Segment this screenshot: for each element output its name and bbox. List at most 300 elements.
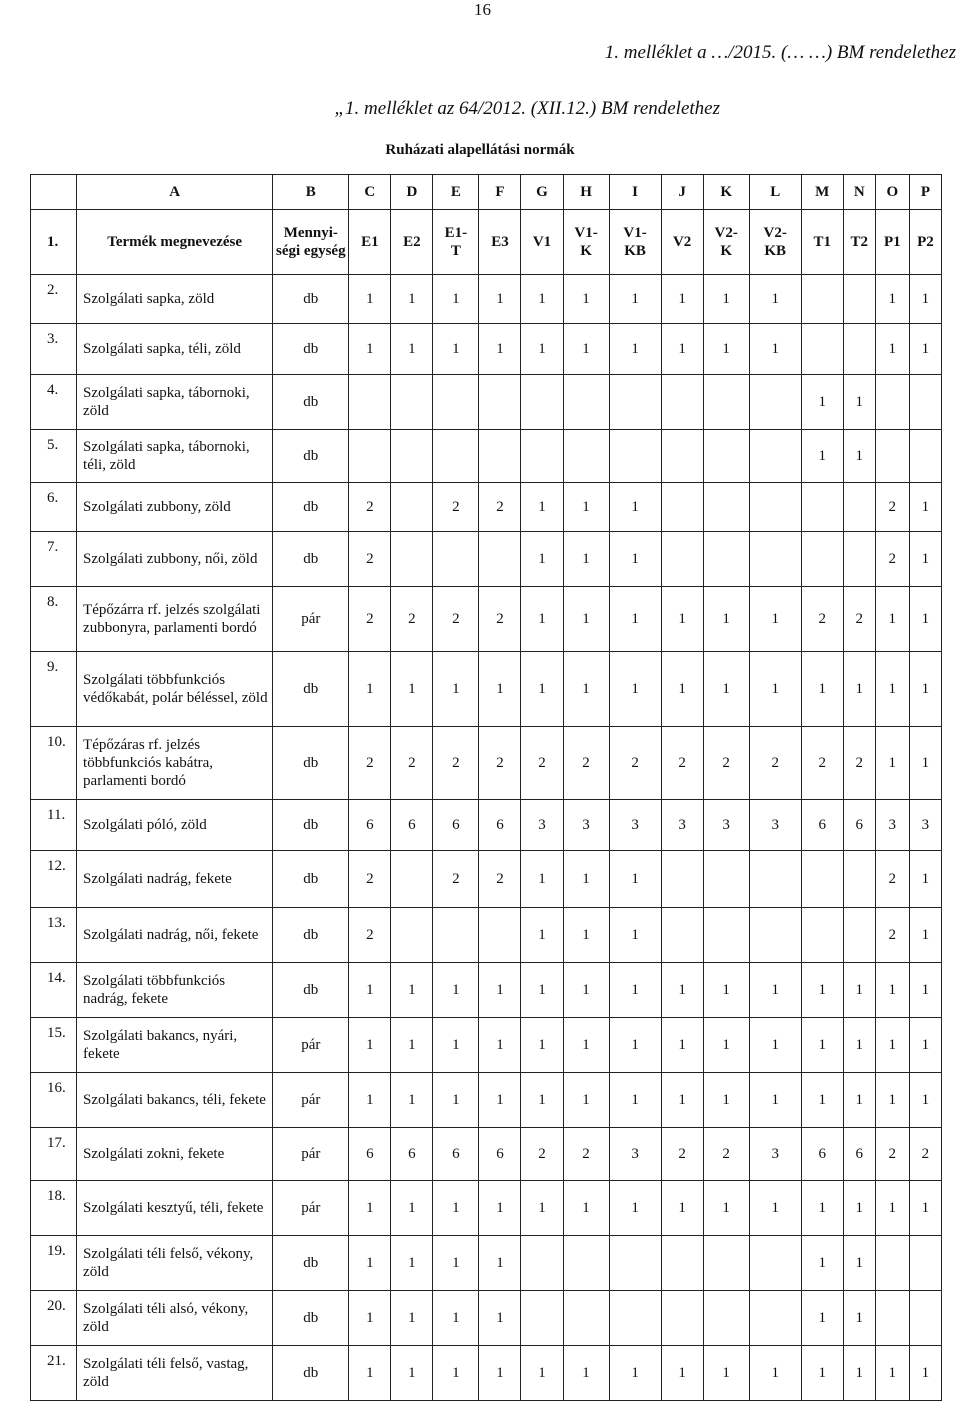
- quantity-cell: 1: [661, 1346, 703, 1401]
- quantity-cell: 1: [433, 1236, 479, 1291]
- quantity-cell: 6: [843, 800, 875, 851]
- quantity-cell: 1: [703, 1073, 749, 1128]
- column-letter: K: [703, 175, 749, 210]
- quantity-cell: 1: [875, 587, 909, 652]
- table-row: [31, 483, 942, 532]
- quantity-cell: 1: [433, 963, 479, 1018]
- quantity-cell: 2: [349, 587, 391, 652]
- quantity-cell: [703, 1236, 749, 1291]
- unit-cell: db: [273, 800, 349, 851]
- quantity-cell: 3: [749, 1128, 801, 1181]
- quantity-cell: 2: [433, 483, 479, 532]
- unit-cell: db: [273, 532, 349, 587]
- quantity-cell: [563, 1291, 609, 1346]
- quantity-cell: 1: [875, 275, 909, 324]
- quantity-cell: 6: [433, 800, 479, 851]
- quantity-cell: 6: [433, 1128, 479, 1181]
- quantity-cell: [703, 483, 749, 532]
- quantity-cell: 2: [661, 727, 703, 800]
- quantity-cell: 1: [521, 1181, 563, 1236]
- quantity-cell: 3: [909, 800, 941, 851]
- column-letter: B: [273, 175, 349, 210]
- quantity-cell: 1: [801, 652, 843, 727]
- quantity-cell: 1: [391, 1181, 433, 1236]
- column-header: V2- K: [703, 210, 749, 275]
- quantity-cell: 1: [609, 587, 661, 652]
- quantity-cell: 2: [479, 483, 521, 532]
- quantity-cell: 1: [875, 963, 909, 1018]
- quantity-cell: 2: [843, 587, 875, 652]
- table-row: [31, 1346, 942, 1401]
- quantity-cell: 1: [609, 851, 661, 908]
- clothing-norms-table: [30, 174, 942, 1401]
- quantity-cell: 1: [875, 727, 909, 800]
- product-name: Szolgálati sapka, tábornoki, zöld: [77, 375, 273, 430]
- quantity-cell: 6: [843, 1128, 875, 1181]
- quantity-cell: 6: [349, 800, 391, 851]
- quantity-cell: 1: [479, 1236, 521, 1291]
- quantity-cell: [391, 532, 433, 587]
- product-name: Szolgálati nadrág, fekete: [77, 851, 273, 908]
- product-name: Szolgálati többfunkciós nadrág, fekete: [77, 963, 273, 1018]
- quantity-cell: 1: [661, 1073, 703, 1128]
- quantity-cell: 1: [875, 652, 909, 727]
- quantity-cell: 1: [433, 275, 479, 324]
- quantity-cell: 1: [349, 1073, 391, 1128]
- unit-cell: db: [273, 1236, 349, 1291]
- quantity-cell: 2: [749, 727, 801, 800]
- column-letter: M: [801, 175, 843, 210]
- quantity-cell: [563, 1236, 609, 1291]
- quantity-cell: [749, 1236, 801, 1291]
- quantity-cell: 1: [909, 587, 941, 652]
- quantity-cell: 2: [349, 727, 391, 800]
- quantity-cell: 1: [843, 652, 875, 727]
- product-name: Szolgálati sapka, zöld: [77, 275, 273, 324]
- product-name: Szolgálati bakancs, téli, fekete: [77, 1073, 273, 1128]
- quantity-cell: [661, 532, 703, 587]
- quantity-cell: [909, 1236, 941, 1291]
- quantity-cell: 1: [563, 275, 609, 324]
- quantity-cell: 1: [703, 652, 749, 727]
- quantity-cell: [703, 908, 749, 963]
- quantity-cell: 1: [479, 652, 521, 727]
- column-header: T1: [801, 210, 843, 275]
- quantity-cell: [661, 851, 703, 908]
- quantity-cell: 1: [909, 963, 941, 1018]
- column-header: V1- K: [563, 210, 609, 275]
- quantity-cell: 1: [391, 1073, 433, 1128]
- quantity-cell: 1: [909, 727, 941, 800]
- quantity-cell: 1: [909, 1018, 941, 1073]
- column-header: P1: [875, 210, 909, 275]
- quantity-cell: [749, 483, 801, 532]
- product-name: Szolgálati sapka, tábornoki, téli, zöld: [77, 430, 273, 483]
- row-number: 12.: [31, 851, 77, 908]
- quantity-cell: [703, 851, 749, 908]
- table-row: [31, 652, 942, 727]
- table-row: [31, 1236, 942, 1291]
- quantity-cell: 1: [661, 587, 703, 652]
- quantity-cell: 1: [609, 1073, 661, 1128]
- quantity-cell: [521, 1236, 563, 1291]
- table-row: [31, 800, 942, 851]
- quantity-cell: 1: [801, 963, 843, 1018]
- quantity-cell: 3: [521, 800, 563, 851]
- row-number: 3.: [31, 324, 77, 375]
- product-name: Szolgálati sapka, téli, zöld: [77, 324, 273, 375]
- table-row: [31, 275, 942, 324]
- product-name: Szolgálati zubbony, női, zöld: [77, 532, 273, 587]
- quantity-cell: 2: [479, 727, 521, 800]
- quantity-cell: 1: [349, 652, 391, 727]
- quantity-cell: 2: [433, 587, 479, 652]
- quantity-cell: [521, 1291, 563, 1346]
- quantity-cell: 2: [433, 727, 479, 800]
- quantity-cell: [349, 375, 391, 430]
- quantity-cell: [703, 375, 749, 430]
- quantity-cell: 1: [521, 652, 563, 727]
- quantity-cell: [843, 275, 875, 324]
- quantity-cell: [391, 375, 433, 430]
- quantity-cell: [433, 375, 479, 430]
- quantity-cell: 1: [521, 1346, 563, 1401]
- row-number: 8.: [31, 587, 77, 652]
- unit-cell: pár: [273, 1181, 349, 1236]
- column-header: V1: [521, 210, 563, 275]
- column-letter: N: [843, 175, 875, 210]
- quantity-cell: 1: [433, 1018, 479, 1073]
- quantity-cell: 1: [521, 532, 563, 587]
- quantity-cell: 1: [479, 324, 521, 375]
- column-header: E1- T: [433, 210, 479, 275]
- quantity-cell: [703, 532, 749, 587]
- quantity-cell: 1: [563, 532, 609, 587]
- quantity-cell: [609, 1291, 661, 1346]
- quantity-cell: 1: [563, 851, 609, 908]
- quantity-cell: 1: [801, 430, 843, 483]
- quantity-cell: 1: [433, 1073, 479, 1128]
- corner-cell: [31, 175, 77, 210]
- product-name: Szolgálati póló, zöld: [77, 800, 273, 851]
- quantity-cell: 1: [843, 430, 875, 483]
- quantity-cell: [479, 908, 521, 963]
- quantity-cell: 1: [843, 1018, 875, 1073]
- quantity-cell: [391, 430, 433, 483]
- quantity-cell: [801, 483, 843, 532]
- product-name: Szolgálati többfunkciós védőkabát, polár béléssel, zöld: [77, 652, 273, 727]
- column-letter: L: [749, 175, 801, 210]
- product-name: Tépőzáras rf. jelzés többfunkciós kabátra, parlamenti bordó: [77, 727, 273, 800]
- quantity-cell: 1: [349, 275, 391, 324]
- quantity-cell: 2: [521, 727, 563, 800]
- quantity-cell: 1: [875, 1073, 909, 1128]
- quantity-cell: 1: [749, 275, 801, 324]
- quantity-cell: [433, 430, 479, 483]
- quantity-cell: 1: [433, 1291, 479, 1346]
- quantity-cell: 2: [875, 1128, 909, 1181]
- row-number: 2.: [31, 275, 77, 324]
- quantity-cell: 3: [609, 800, 661, 851]
- quantity-cell: 2: [349, 532, 391, 587]
- quantity-cell: 1: [349, 963, 391, 1018]
- quantity-cell: 1: [479, 1181, 521, 1236]
- row-number: 11.: [31, 800, 77, 851]
- quantity-cell: 2: [349, 483, 391, 532]
- quantity-cell: [801, 851, 843, 908]
- column-letter: F: [479, 175, 521, 210]
- quantity-cell: 1: [479, 1291, 521, 1346]
- row-number: 9.: [31, 652, 77, 727]
- unit-cell: db: [273, 963, 349, 1018]
- unit-cell: db: [273, 375, 349, 430]
- quantity-cell: 2: [801, 727, 843, 800]
- quantity-cell: 1: [909, 1346, 941, 1401]
- product-name: Szolgálati zubbony, zöld: [77, 483, 273, 532]
- quantity-cell: [749, 375, 801, 430]
- quantity-cell: 1: [703, 1181, 749, 1236]
- quantity-cell: 1: [433, 1346, 479, 1401]
- column-header: E2: [391, 210, 433, 275]
- quantity-cell: [703, 1291, 749, 1346]
- quantity-cell: [609, 375, 661, 430]
- quantity-cell: [843, 483, 875, 532]
- quantity-cell: 2: [391, 727, 433, 800]
- quantity-cell: [609, 430, 661, 483]
- quantity-cell: 2: [875, 483, 909, 532]
- column-header: E1: [349, 210, 391, 275]
- quantity-cell: [661, 430, 703, 483]
- unit-cell: db: [273, 1291, 349, 1346]
- quantity-cell: 1: [563, 652, 609, 727]
- quantity-cell: 1: [749, 587, 801, 652]
- quantity-cell: 1: [801, 1346, 843, 1401]
- quantity-cell: 1: [349, 1236, 391, 1291]
- quantity-cell: 3: [661, 800, 703, 851]
- unit-cell: db: [273, 275, 349, 324]
- quantity-cell: 2: [563, 727, 609, 800]
- row-number: 13.: [31, 908, 77, 963]
- quantity-cell: 1: [801, 1018, 843, 1073]
- quantity-cell: [479, 430, 521, 483]
- quantity-cell: [661, 1291, 703, 1346]
- quantity-cell: 1: [661, 652, 703, 727]
- quantity-cell: [521, 430, 563, 483]
- quantity-cell: 1: [479, 1018, 521, 1073]
- quantity-cell: 1: [749, 1073, 801, 1128]
- table-row: [31, 1181, 942, 1236]
- quantity-cell: 1: [801, 1236, 843, 1291]
- quantity-cell: 1: [875, 1018, 909, 1073]
- column-letter: P: [909, 175, 941, 210]
- quantity-cell: 1: [843, 1236, 875, 1291]
- quantity-cell: 1: [563, 963, 609, 1018]
- unit-cell: pár: [273, 587, 349, 652]
- quantity-cell: 1: [749, 963, 801, 1018]
- quantity-cell: 1: [433, 324, 479, 375]
- quantity-cell: 1: [521, 1018, 563, 1073]
- quantity-cell: [521, 375, 563, 430]
- quantity-cell: [661, 908, 703, 963]
- row-number: 15.: [31, 1018, 77, 1073]
- quantity-cell: 1: [563, 1181, 609, 1236]
- quantity-cell: 1: [563, 483, 609, 532]
- table-row: [31, 1073, 942, 1128]
- table-row: [31, 1291, 942, 1346]
- quantity-cell: [433, 908, 479, 963]
- quantity-cell: [875, 1291, 909, 1346]
- quantity-cell: 1: [749, 1181, 801, 1236]
- quantity-cell: [801, 532, 843, 587]
- quantity-cell: 1: [749, 324, 801, 375]
- quantity-cell: 2: [479, 587, 521, 652]
- quantity-cell: 2: [703, 727, 749, 800]
- quantity-cell: 2: [349, 851, 391, 908]
- quantity-cell: 1: [843, 1181, 875, 1236]
- quantity-cell: 1: [609, 1018, 661, 1073]
- quantity-cell: 1: [609, 532, 661, 587]
- quantity-cell: 1: [349, 1181, 391, 1236]
- quantity-cell: 1: [349, 324, 391, 375]
- quantity-cell: 1: [661, 963, 703, 1018]
- quantity-cell: 1: [749, 1346, 801, 1401]
- row-number: 4.: [31, 375, 77, 430]
- row-number: 19.: [31, 1236, 77, 1291]
- quantity-cell: 2: [563, 1128, 609, 1181]
- quantity-cell: [391, 483, 433, 532]
- quantity-cell: 3: [749, 800, 801, 851]
- quantity-cell: 1: [801, 375, 843, 430]
- quantity-cell: 1: [875, 1181, 909, 1236]
- quantity-cell: 1: [661, 275, 703, 324]
- quantity-cell: 1: [391, 1291, 433, 1346]
- quantity-cell: 1: [349, 1346, 391, 1401]
- quantity-cell: 1: [479, 275, 521, 324]
- quantity-cell: 1: [391, 1236, 433, 1291]
- quantity-cell: 2: [349, 908, 391, 963]
- quantity-cell: 2: [875, 851, 909, 908]
- unit-cell: pár: [273, 1018, 349, 1073]
- quantity-cell: 1: [479, 963, 521, 1018]
- column-letter: J: [661, 175, 703, 210]
- quantity-cell: 2: [661, 1128, 703, 1181]
- table-row: [31, 727, 942, 800]
- quantity-cell: [661, 375, 703, 430]
- quantity-cell: [661, 483, 703, 532]
- quantity-cell: 3: [609, 1128, 661, 1181]
- quantity-cell: 1: [875, 324, 909, 375]
- column-header: T2: [843, 210, 875, 275]
- product-name: Szolgálati kesztyű, téli, fekete: [77, 1181, 273, 1236]
- quantity-cell: 1: [349, 1018, 391, 1073]
- quantity-cell: 1: [909, 908, 941, 963]
- table-caption: Ruházati alapellátási normák: [385, 142, 575, 158]
- quantity-cell: 1: [703, 1346, 749, 1401]
- row-number: 17.: [31, 1128, 77, 1181]
- quantity-cell: 1: [703, 275, 749, 324]
- unit-cell: pár: [273, 1073, 349, 1128]
- column-letter: E: [433, 175, 479, 210]
- quantity-cell: 6: [391, 800, 433, 851]
- quantity-cell: 1: [843, 1291, 875, 1346]
- product-name: Szolgálati téli alsó, vékony, zöld: [77, 1291, 273, 1346]
- quantity-cell: 1: [521, 483, 563, 532]
- row-number: 18.: [31, 1181, 77, 1236]
- unit-cell: db: [273, 1346, 349, 1401]
- column-header: E3: [479, 210, 521, 275]
- quantity-cell: 1: [521, 587, 563, 652]
- row-number: 21.: [31, 1346, 77, 1401]
- quantity-cell: 1: [909, 532, 941, 587]
- product-name: Szolgálati zokni, fekete: [77, 1128, 273, 1181]
- quantity-cell: 6: [801, 1128, 843, 1181]
- row-number: 10.: [31, 727, 77, 800]
- quantity-cell: [703, 430, 749, 483]
- quantity-cell: 6: [801, 800, 843, 851]
- column-letter: A: [77, 175, 273, 210]
- quantity-cell: 2: [433, 851, 479, 908]
- quantity-cell: [801, 324, 843, 375]
- unit-cell: db: [273, 652, 349, 727]
- column-header: Mennyi- ségi egység: [273, 210, 349, 275]
- unit-cell: db: [273, 908, 349, 963]
- quantity-cell: 1: [703, 324, 749, 375]
- quantity-cell: 1: [521, 275, 563, 324]
- quantity-cell: 2: [875, 532, 909, 587]
- quantity-cell: 2: [875, 908, 909, 963]
- quantity-cell: [749, 430, 801, 483]
- quantity-cell: 2: [703, 1128, 749, 1181]
- quantity-cell: [479, 532, 521, 587]
- quantity-cell: 1: [609, 324, 661, 375]
- quantity-cell: [843, 532, 875, 587]
- quantity-cell: [749, 1291, 801, 1346]
- quantity-cell: 2: [391, 587, 433, 652]
- quantity-cell: 1: [521, 908, 563, 963]
- row-number: 20.: [31, 1291, 77, 1346]
- table-row: [31, 908, 942, 963]
- quantity-cell: 1: [801, 1073, 843, 1128]
- quantity-cell: 2: [609, 727, 661, 800]
- column-letter: G: [521, 175, 563, 210]
- table-row: [31, 1018, 942, 1073]
- quantity-cell: 1: [661, 1018, 703, 1073]
- quantity-cell: [801, 275, 843, 324]
- quantity-cell: 1: [609, 483, 661, 532]
- quantity-cell: 1: [843, 963, 875, 1018]
- quantity-cell: 1: [391, 1346, 433, 1401]
- quantity-cell: 6: [479, 800, 521, 851]
- row-number: 6.: [31, 483, 77, 532]
- quantity-cell: 1: [801, 1291, 843, 1346]
- quantity-cell: [749, 908, 801, 963]
- table-row: [31, 375, 942, 430]
- quantity-cell: 1: [749, 1018, 801, 1073]
- quantity-cell: 1: [563, 1073, 609, 1128]
- quantity-cell: 1: [843, 1073, 875, 1128]
- quantity-cell: 1: [479, 1073, 521, 1128]
- unit-cell: db: [273, 483, 349, 532]
- quantity-cell: 1: [703, 587, 749, 652]
- quantity-cell: 1: [563, 1346, 609, 1401]
- quantity-cell: 1: [349, 1291, 391, 1346]
- annex-reference-old: „1. melléklet az 64/2012. (XII.12.) BM rendelethez: [334, 98, 720, 119]
- quantity-cell: [479, 375, 521, 430]
- quantity-cell: 1: [563, 324, 609, 375]
- quantity-cell: 3: [563, 800, 609, 851]
- quantity-cell: 1: [563, 587, 609, 652]
- column-header: V2: [661, 210, 703, 275]
